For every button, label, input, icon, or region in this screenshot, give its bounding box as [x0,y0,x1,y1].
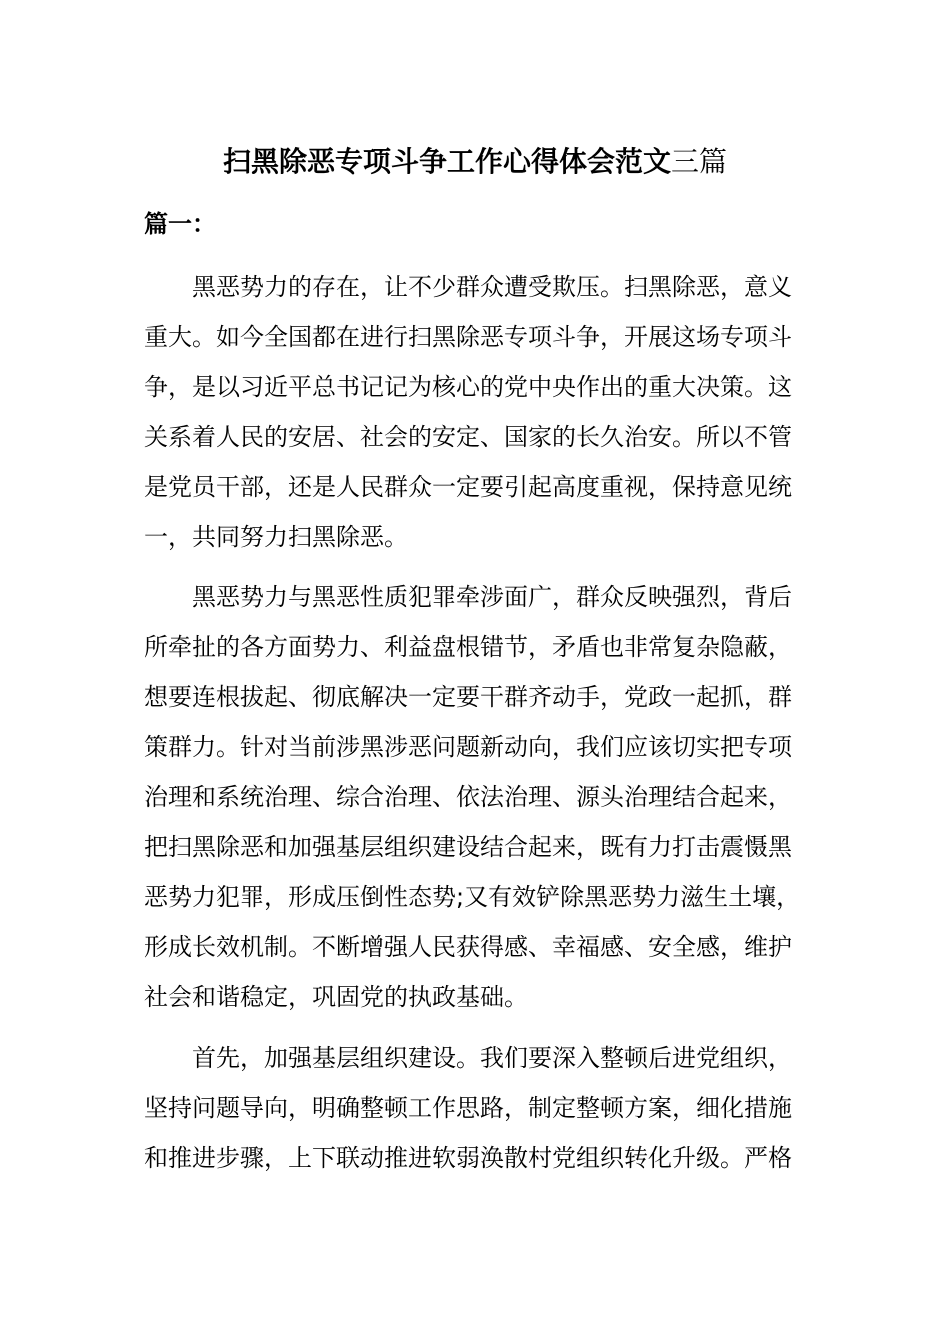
paragraph-line: 黑恶势力的存在，让不少群众遭受欺压。扫黑除恶，意义 [192,273,792,301]
paragraph-line: 形成长效机制。不断增强人民获得感、幸福感、安全感，维护 [144,933,792,961]
document-title [0,142,950,182]
paragraph-line: 治理和系统治理、综合治理、依法治理、源头治理结合起来， [144,783,792,811]
paragraph-line: 争，是以习近平总书记记为核心的党中央作出的重大决策。这 [144,373,792,401]
paragraph-2 [144,572,801,1022]
document-title-main: 扫黑除恶专项斗争工作心得体会范文 [222,145,671,178]
paragraph-line: 和推进步骤，上下联动推进软弱涣散村党组织转化升级。严格 [144,1144,792,1172]
document-title-suffix: 三篇 [671,145,728,178]
paragraph-line: 是党员干部，还是人民群众一定要引起高度重视，保持意见统 [144,473,792,501]
paragraph-line: 社会和谐稳定，巩固党的执政基础。 [144,983,528,1011]
paragraph-line: 首先，加强基层组织建设。我们要深入整顿后进党组织， [192,1044,792,1072]
paragraph-line: 想要连根拔起、彻底解决一定要干群齐动手，党政一起抓，群 [144,683,792,711]
paragraph-line: 恶势力犯罪，形成压倒性态势;又有效铲除黑恶势力滋生土壤， [144,883,801,911]
paragraph-line: 把扫黑除恶和加强基层组织建设结合起来，既有力打击震慑黑 [144,833,792,861]
paragraph-line: 重大。如今全国都在进行扫黑除恶专项斗争，开展这场专项斗 [144,323,792,351]
section-heading: 篇一： [144,210,216,238]
paragraph-line: 关系着人民的安居、社会的安定、国家的长久治安。所以不管 [144,423,792,451]
paragraph-line: 策群力。针对当前涉黑涉恶问题新动向，我们应该切实把专项 [144,733,792,761]
paragraph-line: 所牵扯的各方面势力、利益盘根错节，矛盾也非常复杂隐蔽， [144,633,792,661]
paragraph-3 [144,1033,792,1183]
paragraph-line: 黑恶势力与黑恶性质犯罪牵涉面广，群众反映强烈，背后 [192,583,792,611]
paragraph-1 [144,262,792,562]
paragraph-line: 一，共同努力扫黑除恶。 [144,523,408,551]
paragraph-line: 坚持问题导向，明确整顿工作思路，制定整顿方案，细化措施 [144,1094,792,1122]
